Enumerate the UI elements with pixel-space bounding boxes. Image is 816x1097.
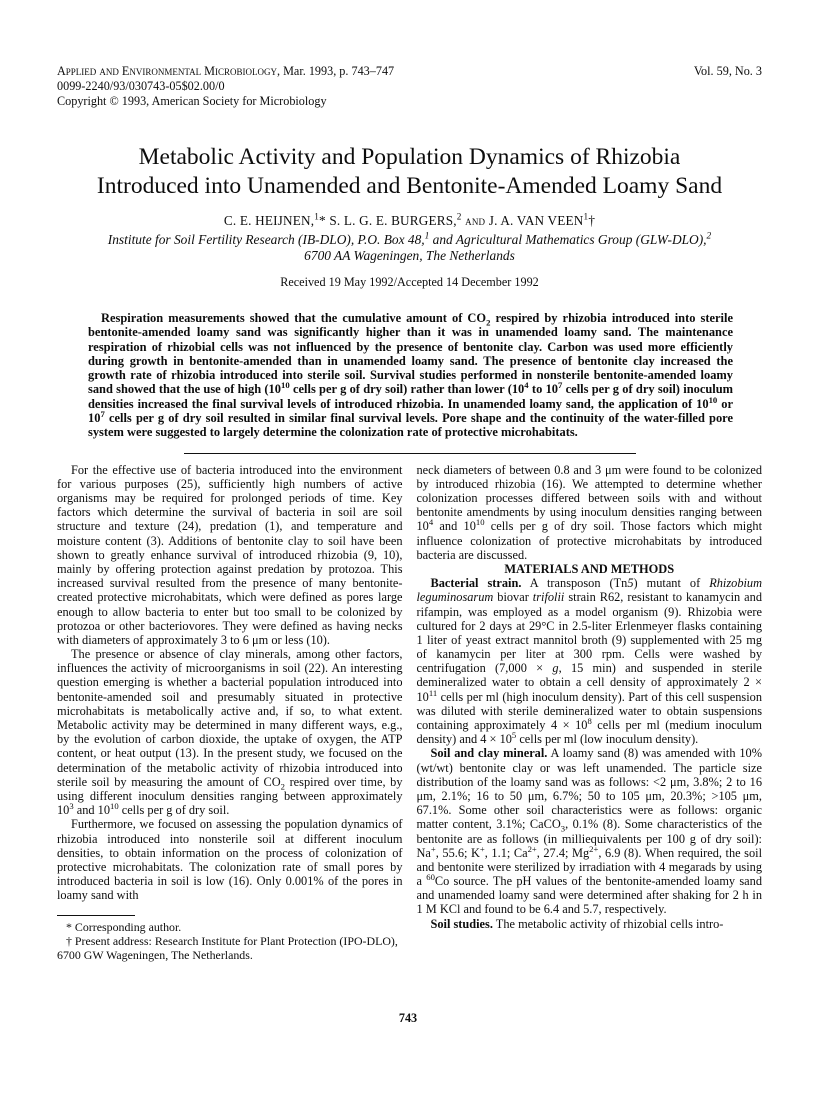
abstract-divider-rule — [184, 453, 636, 454]
right-column — [417, 463, 763, 963]
abstract: Respiration measurements showed that the cumulative amount of $CO_2$ respired by rhizobia introduced into sterile bentonite-amended loamy sand was significantly higher than it was in unamended loamy sand. The maintenance respiration of rhizobial cells was not influenced by the presence of bentonite clay. Carbon was used more efficiently during growth in bentonite-amended than in unamended loamy sand. The presence of bentonite clay increased the growth rate of rhizobia introduced into sterile soil. Survival studies performed in nonsterile bentonite-amended loamy sand showed that the use of high ($10^{10}$ cells per g of dry soil) rather than lower ($10^4$ to $10^7$ cells per g of dry soil) inoculum densities increased the final survival levels of introduced rhizobia. In unamended loamy sand, the application of $10^{10}$ or $10^7$ cells per g of dry soil resulted in similar final survival levels. Pore shape and the continuity of the water-filled pore system were suggested to largely determine the colonization rate of protective microhabitats. — [88, 311, 733, 440]
intro-paragraph-3: Furthermore, we focused on assessing the population dynamics of rhizobia introduced into nonsterile soil at different inoculum densities, to obtain information on the process of colonization of protective microhabitats. The colonization rate of small pores by introduced bacteria in soil is low (16). Only 0.001% of the pores in loamy sand with — [57, 817, 403, 903]
body-columns — [57, 463, 762, 963]
methods-paragraph-soil-and-clay-mineral: Soil and clay mineral. A loamy sand (8) was amended with 10% (wt/wt) bentonite clay or was left unamended. The particle size distribution of the loamy sand was as follows: <2 μm, 3.8%; 2 to 16 μm, 2.1%; 16 to 50 μm, 6.7%; 50 to 105 μm, 20.3%; >105 μm, 67.1%. Some other soil characteristics were as follows: organic matter content, 3.1%; CaCO$_3$, 0.1% (8). Some characteristics of the bentonite are as follows (in milliequivalents per 100 g of dry soil): Na+, 55.6; K+, 1.1; $Ca^{2+}$, 27.4; $Mg^{2+}$, 6.9 (8). When required, the soil and bentonite were sterilized by irradiation with 4 megarads by using a $^{60}$Co source. The pH values of the bentonite-amended loamy sand and unamended loamy sand were determined after shaking for 2 h in 1 M KCl and found to be 6.4 and 5.7, respectively. — [416, 746, 762, 917]
page-number: 743 — [398, 1011, 418, 1025]
footnote-corresponding-author: * Corresponding author. — [66, 920, 182, 935]
section-heading-materials-and-methods: MATERIALS AND METHODS — [504, 561, 675, 576]
article-title: Metabolic Activity and Population Dynamics of Rhizobia Introduced into Unamended and Bentonite-Amended Loamy Sand — [96, 144, 723, 199]
methods-paragraph-soil-studies: Soil studies. The metabolic activity of rhizobial cells intro- — [430, 916, 724, 931]
methods-paragraph-bacterial-strain: Bacterial strain. A transposon (Tn5) mutant of Rhizobium leguminosarum biovar trifolii strain R62, resistant to kanamycin and rifampin, was employed as a model organism (9). Rhizobia were cultured for 2 days at 29°C in 2.5-liter Erlenmeyer flasks containing 1 liter of yeast extract mannitol broth (9) supplemented with 25 mg of kanamycin per liter at 300 rpm. Cells were washed by centrifugation (7,000 × g, 15 min) and suspended in sterile demineralized water to obtain a cell density of approximately $2 \times 10^{11}$ cells per ml (high inoculum density). Part of this cell suspension was diluted with sterile demineralized water to obtain suspensions containing approximately $4 \times 10^8$ cells per ml (medium inoculum density) and $4 \times 10^5$ cells per ml (low inoculum density). — [416, 576, 763, 747]
masthead — [57, 64, 762, 109]
footnotes — [57, 915, 403, 962]
left-column — [57, 463, 403, 963]
masthead-left — [57, 64, 394, 109]
intro-paragraph-2: The presence or absence of clay minerals, among other factors, influences the activity of microorganisms in soil (22). An interesting question emerging is whether a bacterial population introduced into bentonite-amended soil and presumably situated in protective microhabitats is metabolically active and, if so, to what extent. Metabolic activity may be determined in many different ways, e.g., by the evolution of carbon dioxide, the uptake of oxygen, the ATP content, or heat output (13). In the present study, we focused on the determination of the metabolic activity of rhizobia introduced into sterile soil by measuring the amount of $CO_2$ respired over time, by using different inoculum densities ranging between approximately $10^3$ and $10^{10}$ cells per g of dry soil. — [57, 647, 403, 818]
authors-line: C. E. HEIJNEN,$^1$* S. L. G. E. BURGERS,$^2$ and J. A. VAN VEEN$^1$† — [223, 211, 596, 228]
continuation-paragraph: neck diameters of between 0.8 and 3 μm were found to be colonized by introduced rhizobia (16). We attempted to determine whether colonization processes differed between soils with and without bentonite amendments by using inoculum densities ranging between $10^4$ and $10^{10}$ cells per g of dry soil. Those factors which might influence colonization of protective microhabitats by introduced bacteria are discussed. — [416, 462, 762, 562]
received-line: Received 19 May 1992/Accepted 14 December 1992 — [280, 275, 539, 289]
issn-line: 0099-2240/93/030743-05$02.00/0 — [57, 79, 225, 93]
copyright-line: Copyright © 1993, American Society for Microbiology — [57, 94, 327, 108]
footnote-present-address: † Present address: Research Institute for Plant Protection (IPO-DLO), 6700 GW Wageningen, The Netherlands. — [57, 934, 398, 963]
journal-line: Applied and Environmental Microbiology, Mar. 1993, p. 743–747 — [57, 64, 395, 78]
intro-paragraph-1: For the effective use of bacteria introduced into the environment for various purposes (25), sufficiently high numbers of active organisms may be required for prolonged periods of time. Key factors which determine the survival of bacteria in soil are soil structure and texture (24), predation (1), and temperature and moisture content (3). Additions of bentonite clay to soil have been shown to greatly enhance survival of introduced rhizobia (9, 10), mainly by offering protection against predation by protozoa. This increased survival resulted from the presence of many bentonite-created protective microhabitats, which were defined as pores large enough to allow bacteria to enter but too small to be colonized by protozoa or other bacteriovores. They were defined as having necks with diameters of approximately 3 to 6 μm or less (10). — [57, 462, 403, 647]
affiliation: Institute for Soil Fertility Research (IB-DLO), P.O. Box 48,$^1$ and Agricultural Mathematics Group (GLW-DLO),$^2$ 6700 AA Wageningen, The Netherlands — [107, 231, 712, 263]
footnote-rule — [57, 915, 135, 916]
volume-issue: Vol. 59, No. 3 — [693, 64, 762, 78]
